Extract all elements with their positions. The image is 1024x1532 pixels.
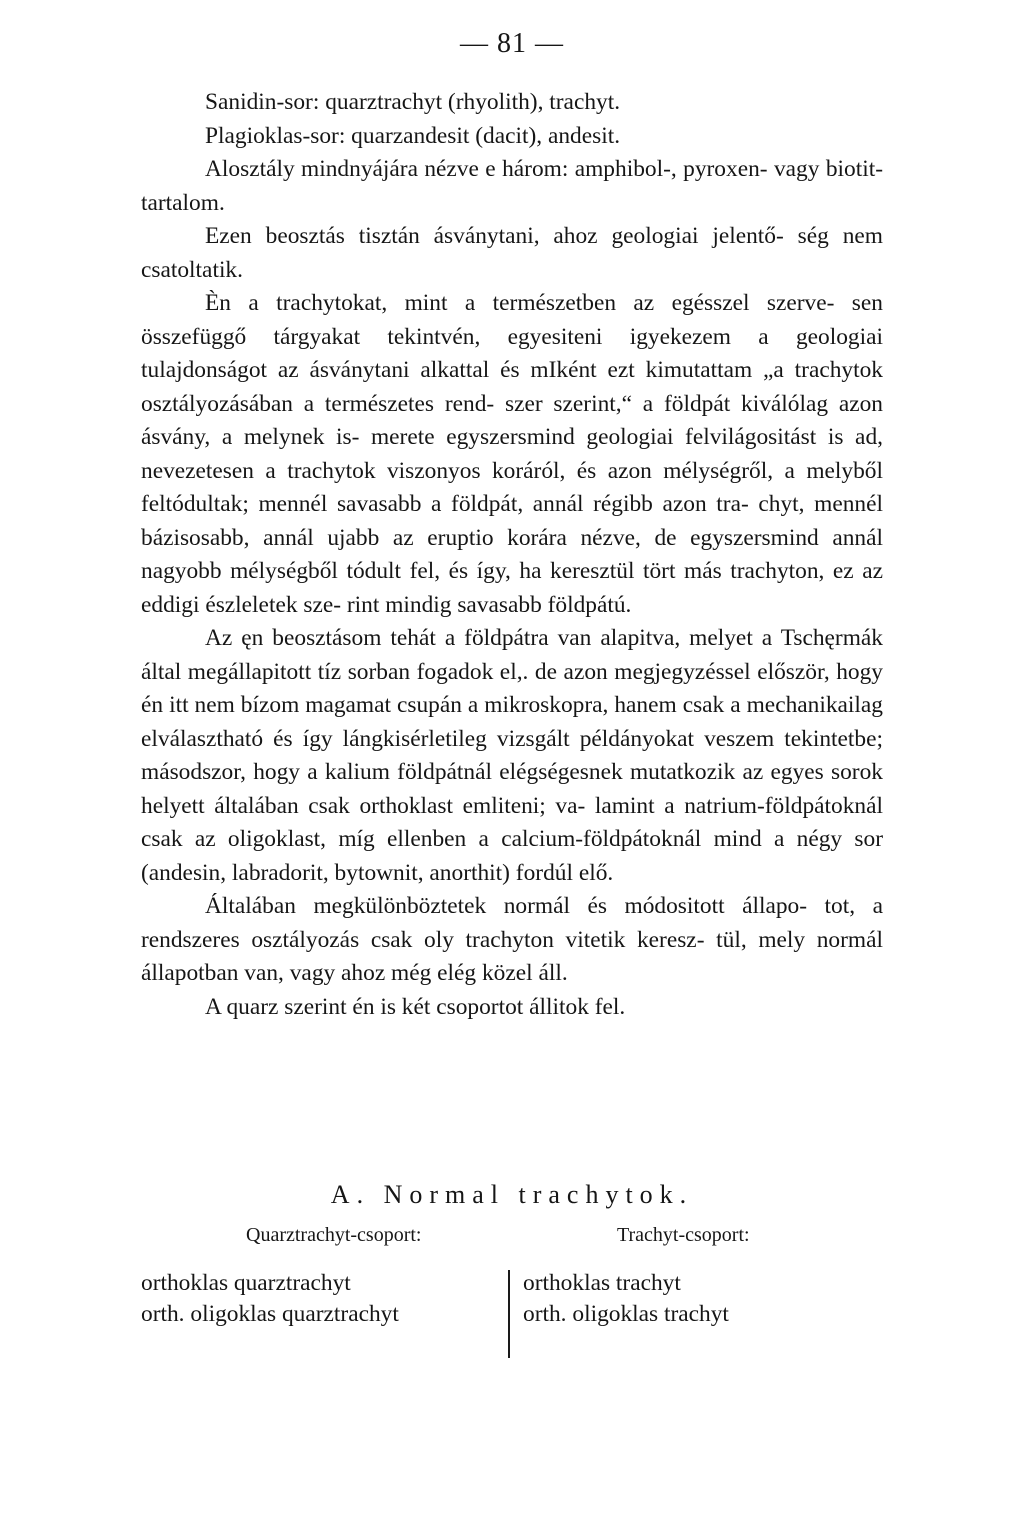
- body-text: [141, 86, 883, 1024]
- trachyt-group-list: [523, 1268, 729, 1330]
- list-item: orthoklas trachyt: [523, 1270, 681, 1296]
- paragraph-2: Plagioklas-sor: quarzandesit (dacit), andesit.: [205, 122, 621, 149]
- list-item: orthoklas quarztrachyt: [141, 1270, 351, 1296]
- trachyt-group-header: Trachyt-csoport:: [617, 1224, 750, 1246]
- list-item: orth. oligoklas quarztrachyt: [141, 1301, 399, 1327]
- paragraph-1: Sanidin-sor: quarztrachyt (rhyolith), trachyt.: [205, 89, 621, 115]
- paragraph-6: Az ęn beosztásom tehát a földpátra van alapitva, melyet a Tschęrmák által megállapitott tíz sorban fogadok el,. de azon megjegyzéssel először, hogy én itt nem bízom magamat csupán a mikroskopra, hanem csak a mechanikailag elválasztható és így lángkisérletileg vizsgált példányokat veszem tekintetbe; másodszor, hogy a kalium földpátnál elégségesnek mutatkozik az egyes sorok helyett általában csak orthoklast emliteni; va- lamint a natrium-földpátoknál csak az oligoklast, míg ellenben a calcium-földpátoknál mind a négy sor (andesin, labradorit, bytownit, anorthit) fordúl elő.: [141, 625, 883, 886]
- quarztrachyt-group-list: [141, 1268, 399, 1330]
- paragraph-8: A quarz szerint én is két csoportot állitok fel.: [205, 993, 626, 1020]
- column-divider: [508, 1270, 510, 1358]
- quarztrachyt-group-header: Quarztrachyt-csoport:: [246, 1224, 422, 1246]
- paragraph-5: Èn a trachytokat, mint a természetben az egésszel szerve- sen összefüggő tárgyakat tekintvén, egyesiteni igyekezem a geologiai tulajdonságot az ásványtani alkattal és mIként ezt kimutattam „a trachytok osztályozásában a természetes rend- szer szerint,“ a földpát kiválólag azon ásvány, a melynek is- merete egyszersmind geologiai felvilágositást is ad, nevezetesen a trachytok viszonyos koráról, és azon mélységről, a melyből feltódultak; mennél savasabb a földpát, annál régibb azon tra- chyt, mennél bázisosabb, annál ujabb az eruptio korára nézve, de egyszersmind annál nagyobb mélységből tódult fel, és így, ha keresztül tört más trachyton, ez az eddigi észleletek sze- rint mindig savasabb földpátú.: [141, 290, 883, 618]
- paragraph-7: Általában megkülönböztetek normál és módositott állapo- tot, a rendszeres osztályozás csak oly trachyton vitetik keresz- tül, mely normál állapotban van, vagy ahoz még elég közel áll.: [141, 893, 883, 986]
- paragraph-3: Alosztály mindnyájára nézve e három: amphibol-, pyroxen- vagy biotit-tartalom.: [141, 156, 883, 216]
- list-item: orth. oligoklas trachyt: [523, 1301, 729, 1327]
- page-number: — 81 —: [460, 28, 564, 59]
- section-title: A. Normal trachytok.: [330, 1180, 694, 1209]
- paragraph-4: Ezen beosztás tisztán ásványtani, ahoz geologiai jelentő- ség nem csatoltatik.: [141, 223, 883, 283]
